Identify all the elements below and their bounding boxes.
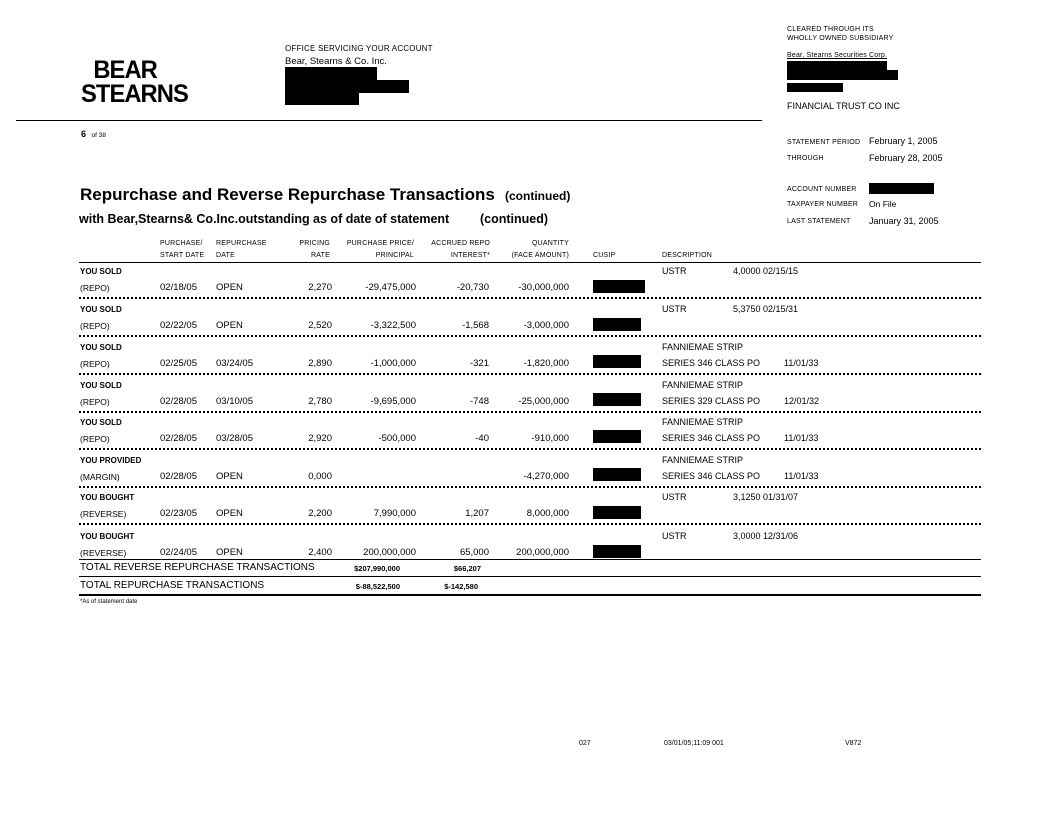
taxpayer-label: TAXPAYER NUMBER [787, 201, 859, 208]
row-description-1: USTR [662, 266, 687, 276]
col-qty-2: (FACE AMOUNT) [511, 252, 569, 259]
row-start-date: 02/28/05 [160, 396, 197, 407]
header-rule [16, 120, 762, 121]
row-quantity: 8,000,000 [526, 508, 569, 519]
redacted-cusip [593, 355, 641, 368]
row-type: (REPO) [80, 434, 110, 444]
row-description-2: SERIES 346 CLASS PO [662, 433, 761, 443]
row-type: (REVERSE) [80, 548, 127, 558]
row-description-2b: 11/01/33 [784, 358, 819, 368]
row-separator [79, 486, 981, 488]
row-description-1b: 4,0000 02/15/15 [733, 266, 799, 276]
statement-period-value: February 1, 2005 [869, 136, 938, 146]
total-reverse-interest: $66,207 [453, 564, 481, 573]
total-reverse-principal: $207,990,000 [354, 564, 400, 573]
row-separator [79, 523, 981, 525]
redacted-cusip [593, 468, 641, 481]
row-separator [79, 335, 981, 337]
row-rate: 2,270 [308, 282, 332, 293]
col-repurchase-2: DATE [216, 252, 235, 259]
row-quantity: -1,820,000 [523, 358, 569, 369]
row-description-2: SERIES 329 CLASS PO [662, 396, 761, 406]
row-description-1: FANNIEMAE STRIP [662, 342, 744, 352]
row-interest: -40 [475, 433, 489, 444]
logo-line-1: BEAR [93, 56, 157, 84]
section-title-continued: (continued) [505, 189, 571, 203]
statement-period-label: STATEMENT PERIOD [787, 139, 861, 146]
col-start-1: PURCHASE/ [160, 240, 203, 247]
page-number: 6 [81, 129, 87, 139]
row-interest: -20,730 [456, 282, 489, 293]
total-repo-interest: $-142,580 [444, 582, 478, 591]
page-indicator [81, 129, 106, 139]
redacted-cusip [593, 318, 641, 331]
row-type: (REPO) [80, 359, 110, 369]
row-start-date: 02/28/05 [160, 471, 197, 482]
col-description: DESCRIPTION [662, 252, 713, 259]
row-description-2b: 11/01/33 [784, 433, 819, 443]
row-type: (REPO) [80, 321, 110, 331]
redacted-address-1 [285, 67, 377, 80]
footer-timestamp: 03/01/05;11:09 001 [664, 740, 724, 747]
office-name: Bear, Stearns & Co. Inc. [285, 56, 387, 67]
row-interest: 65,000 [459, 547, 489, 558]
row-repurchase-date: OPEN [216, 508, 243, 519]
row-start-date: 02/22/05 [160, 320, 197, 331]
row-rate: 2,780 [308, 396, 332, 407]
row-start-date: 02/23/05 [160, 508, 197, 519]
last-statement-label: LAST STATEMENT [787, 218, 851, 225]
row-repurchase-date: OPEN [216, 547, 243, 558]
col-interest-1: ACCRUED REPO [431, 240, 490, 247]
row-description-1b: 5,3750 02/15/31 [733, 304, 799, 314]
row-quantity: -3,000,000 [523, 320, 569, 331]
through-label: THROUGH [787, 155, 824, 162]
account-name: FINANCIAL TRUST CO INC [787, 101, 900, 111]
row-action: YOU SOLD [80, 418, 122, 427]
row-start-date: 02/25/05 [160, 358, 197, 369]
row-principal: -3,322,500 [370, 320, 416, 331]
clearing-line-2: WHOLLY OWNED SUBSIDIARY [787, 35, 894, 42]
row-action: YOU SOLD [80, 343, 122, 352]
row-action: YOU SOLD [80, 305, 122, 314]
col-qty-1: QUANTITY [532, 240, 569, 247]
redacted-clearing-2 [787, 70, 898, 80]
redacted-cusip [593, 430, 641, 443]
row-quantity: -910,000 [531, 433, 569, 444]
row-description-2: SERIES 346 CLASS PO [662, 471, 761, 481]
row-separator [79, 411, 981, 413]
row-type: (REPO) [80, 397, 110, 407]
redacted-clearing-1 [787, 61, 887, 70]
totals-middle-rule [79, 576, 981, 577]
col-rate-2: RATE [311, 252, 330, 259]
row-principal: -1,000,000 [370, 358, 416, 369]
row-description-1: USTR [662, 304, 687, 314]
row-description-2: SERIES 346 CLASS PO [662, 358, 761, 368]
row-start-date: 02/28/05 [160, 433, 197, 444]
row-action: YOU SOLD [80, 381, 122, 390]
col-interest-2: INTEREST* [450, 252, 490, 259]
row-type: (REVERSE) [80, 509, 127, 519]
redacted-cusip [593, 280, 645, 293]
row-rate: 2,520 [308, 320, 332, 331]
office-label: OFFICE SERVICING YOUR ACCOUNT [285, 44, 433, 53]
row-description-1b: 3,0000 12/31/06 [733, 531, 799, 541]
redacted-cusip [593, 393, 641, 406]
row-quantity: -30,000,000 [518, 282, 569, 293]
account-number-label: ACCOUNT NUMBER [787, 186, 857, 193]
row-action: YOU BOUGHT [80, 532, 135, 541]
row-description-1: FANNIEMAE STRIP [662, 455, 744, 465]
redacted-address-2 [285, 80, 409, 93]
row-type: (MARGIN) [80, 472, 120, 482]
header-bottom-rule [79, 262, 981, 263]
row-rate: 2,400 [308, 547, 332, 558]
row-repurchase-date: 03/28/05 [216, 433, 253, 444]
redacted-account-number [869, 183, 934, 194]
page-of: of 38 [91, 132, 106, 139]
row-principal: 7,990,000 [373, 508, 416, 519]
row-interest: -748 [469, 396, 489, 407]
row-rate: 0,000 [308, 471, 332, 482]
col-rate-1: PRICING [299, 240, 330, 247]
row-repurchase-date: OPEN [216, 320, 243, 331]
total-repo-principal: $-88,522,500 [355, 582, 400, 591]
section-title: Repurchase and Reverse Repurchase Transactions [80, 185, 495, 204]
row-rate: 2,920 [308, 433, 332, 444]
total-repo-label: TOTAL REPURCHASE TRANSACTIONS [80, 580, 265, 591]
row-rate: 2,890 [308, 358, 332, 369]
row-repurchase-date: 03/10/05 [216, 396, 253, 407]
row-interest: -321 [469, 358, 489, 369]
row-description-1: FANNIEMAE STRIP [662, 380, 744, 390]
row-repurchase-date: OPEN [216, 282, 243, 293]
row-description-2b: 12/01/32 [784, 396, 820, 406]
row-principal: -9,695,000 [370, 396, 416, 407]
clearing-line-1: CLEARED THROUGH ITS [787, 26, 874, 33]
footnote: *As of statement date [80, 599, 138, 605]
row-description-1b: 3,1250 01/31/07 [733, 492, 799, 502]
row-action: YOU SOLD [80, 267, 122, 276]
row-quantity: -4,270,000 [523, 471, 569, 482]
row-start-date: 02/18/05 [160, 282, 197, 293]
row-quantity: 200,000,000 [516, 547, 569, 558]
col-start-2: START DATE [160, 252, 205, 259]
row-interest: -1,568 [462, 320, 489, 331]
bear-stearns-logo [81, 58, 188, 106]
total-reverse-label: TOTAL REVERSE REPURCHASE TRANSACTIONS [80, 562, 315, 573]
col-cusip: CUSIP [593, 252, 616, 259]
row-action: YOU BOUGHT [80, 493, 135, 502]
row-separator [79, 448, 981, 450]
redacted-clearing-3 [787, 83, 843, 92]
redacted-cusip [593, 506, 641, 519]
row-repurchase-date: OPEN [216, 471, 243, 482]
clearing-name: Bear, Stearns Securities Corp. [787, 52, 888, 59]
last-statement-value: January 31, 2005 [869, 216, 939, 226]
redacted-cusip [593, 545, 641, 558]
taxpayer-value: On File [869, 199, 897, 209]
through-value: February 28, 2005 [869, 153, 943, 163]
row-type: (REPO) [80, 283, 110, 293]
row-separator [79, 297, 981, 299]
row-repurchase-date: 03/24/05 [216, 358, 253, 369]
col-repurchase-1: REPURCHASE [216, 240, 267, 247]
redacted-address-3 [285, 93, 359, 105]
logo-line-2: STEARNS [81, 80, 188, 108]
totals-top-rule [79, 559, 981, 560]
col-price-2: PRINCIPAL [375, 252, 414, 259]
row-quantity: -25,000,000 [518, 396, 569, 407]
footer-version: V872 [845, 740, 862, 747]
row-separator [79, 373, 981, 375]
row-interest: 1,207 [465, 508, 489, 519]
row-description-1: USTR [662, 492, 687, 502]
row-principal: 200,000,000 [363, 547, 416, 558]
section-subtitle: with Bear,Stearns& Co.Inc.outstanding as of date of statement [79, 212, 450, 226]
section-subtitle-continued: (continued) [480, 212, 549, 226]
row-description-1: USTR [662, 531, 687, 541]
row-action: YOU PROVIDED [80, 456, 142, 465]
row-rate: 2,200 [308, 508, 332, 519]
footer-code: 027 [579, 740, 591, 747]
col-price-1: PURCHASE PRICE/ [346, 240, 414, 247]
row-description-1: FANNIEMAE STRIP [662, 417, 744, 427]
totals-bottom-rule [79, 594, 981, 596]
row-description-2b: 11/01/33 [784, 471, 819, 481]
row-principal: -29,475,000 [365, 282, 416, 293]
row-principal: -500,000 [378, 433, 416, 444]
row-start-date: 02/24/05 [160, 547, 197, 558]
